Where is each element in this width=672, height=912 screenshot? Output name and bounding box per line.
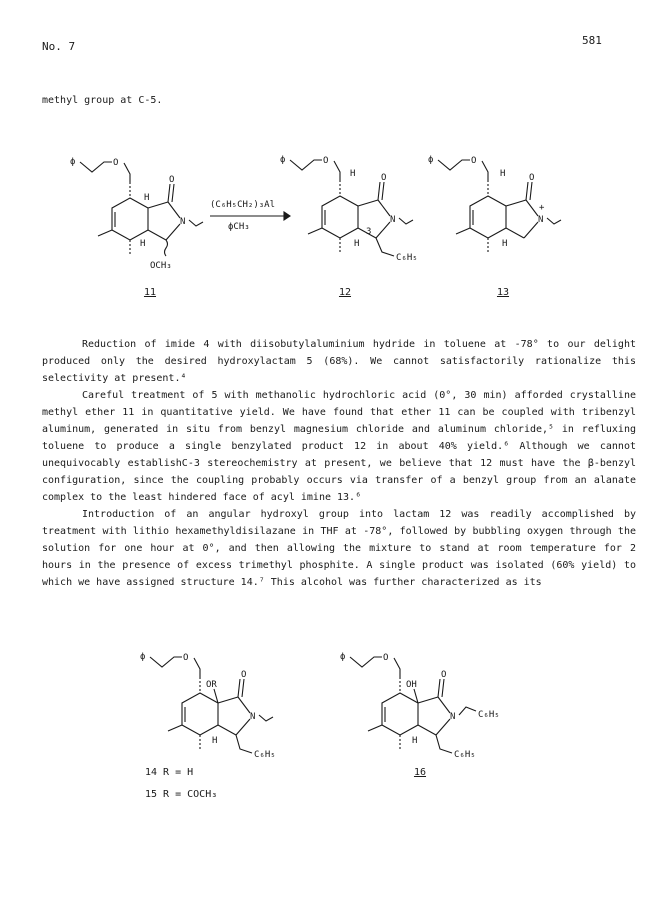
compound-label-12: 12 — [338, 287, 352, 298]
structure-16 — [340, 645, 520, 765]
journal-number: No. 7 — [42, 40, 76, 53]
continued-text: methyl group at C-5. — [42, 95, 163, 106]
paragraph-2: Careful treatment of 5 with methanolic hydrochloric acid (0°, 30 min) afforded crystalline methyl ether 11 in quantitative yield. We have found that ether 11 can be coupled with tribenzyl aluminum, generated in situ from benzyl magnesium chloride and aluminum chloride,⁵ in refluxing toluene to produce a single benzylated product 12 in about 40% yield.⁶ Although we cannot unequivocably establishC-3 stereochemistry at present, we believe that 12 must have the β-benzyl configuration, since the coupling probably occurs via transfer of a benzyl group from an alanate complex to the least hindered face of acyl imine 13.⁶ — [42, 390, 636, 503]
atom-n: N — [250, 712, 256, 722]
page-number: 581 — [582, 34, 602, 47]
atom-n: N — [180, 217, 186, 227]
structure-11 — [40, 150, 220, 280]
atom-o: O — [323, 156, 329, 166]
reagent-line-1: (C₆H₅CH₂)₃Al — [210, 200, 276, 210]
atom-n: N — [538, 215, 544, 225]
atom-o: O — [183, 653, 189, 663]
reagent-line-2: ϕCH₃ — [228, 222, 250, 232]
atom-h: H — [212, 736, 218, 746]
atom-plus: + — [539, 203, 545, 213]
atom-h: H — [144, 193, 150, 203]
compound-label-15: 15 R = COCH₃ — [145, 789, 218, 800]
atom-h: H — [350, 169, 356, 179]
atom-3: 3 — [366, 227, 372, 237]
atom-phi: ϕ — [140, 652, 146, 662]
atom-o: O — [441, 670, 447, 680]
atom-c6h5: C₆H₅ — [396, 253, 418, 263]
atom-o: O — [169, 175, 175, 185]
atom-o: O — [381, 173, 387, 183]
atom-n: N — [390, 215, 396, 225]
atom-o: O — [241, 670, 247, 680]
body-text — [42, 336, 636, 591]
compound-label-14: 14 R = H — [145, 767, 194, 778]
atom-och3: OCH₃ — [150, 261, 172, 271]
compound-label-13: 13 — [496, 287, 510, 298]
structure-14-15 — [140, 645, 300, 765]
atom-h: H — [354, 239, 360, 249]
paragraph-1: Reduction of imide 4 with diisobutylaluminium hydride in toluene at -78° to our delight produced only the desired hydroxylactam 5 (68%). We cannot satisfactorily rationalize this selectivity at present.⁴ — [42, 339, 636, 384]
atom-oh: OH — [406, 680, 417, 690]
atom-o: O — [113, 158, 119, 168]
atom-o: O — [383, 653, 389, 663]
atom-or: OR — [206, 680, 217, 690]
atom-o: O — [529, 173, 535, 183]
structure-12 — [270, 148, 420, 268]
atom-o: O — [471, 156, 477, 166]
atom-c6h5: C₆H₅ — [478, 710, 500, 720]
paragraph-3: Introduction of an angular hydroxyl group into lactam 12 was readily accomplished by treatment with lithio hexamethyldisilazane in THF at -78°, followed by bubbling oxygen through the solution for one hour at 0°, and then allowing the mixture to stand at room temperature for 2 hours in the presence of excess trimethyl phosphite. A single product was isolated (60% yield) to which we have assigned structure 14.⁷ This alcohol was further characterized as its — [42, 509, 636, 588]
atom-c6h5: C₆H₅ — [254, 750, 276, 760]
compound-label-11: 11 — [143, 287, 157, 298]
atom-h: H — [500, 169, 506, 179]
atom-phi: ϕ — [280, 155, 286, 165]
atom-phi: ϕ — [428, 155, 434, 165]
atom-h: H — [502, 239, 508, 249]
atom-phi: ϕ — [70, 157, 76, 167]
structure-13 — [428, 148, 578, 268]
atom-c6h5: C₆H₅ — [454, 750, 476, 760]
compound-label-16: 16 — [413, 767, 427, 778]
atom-n: N — [450, 712, 456, 722]
atom-h: H — [140, 239, 146, 249]
atom-h: H — [412, 736, 418, 746]
atom-phi: ϕ — [340, 652, 346, 662]
